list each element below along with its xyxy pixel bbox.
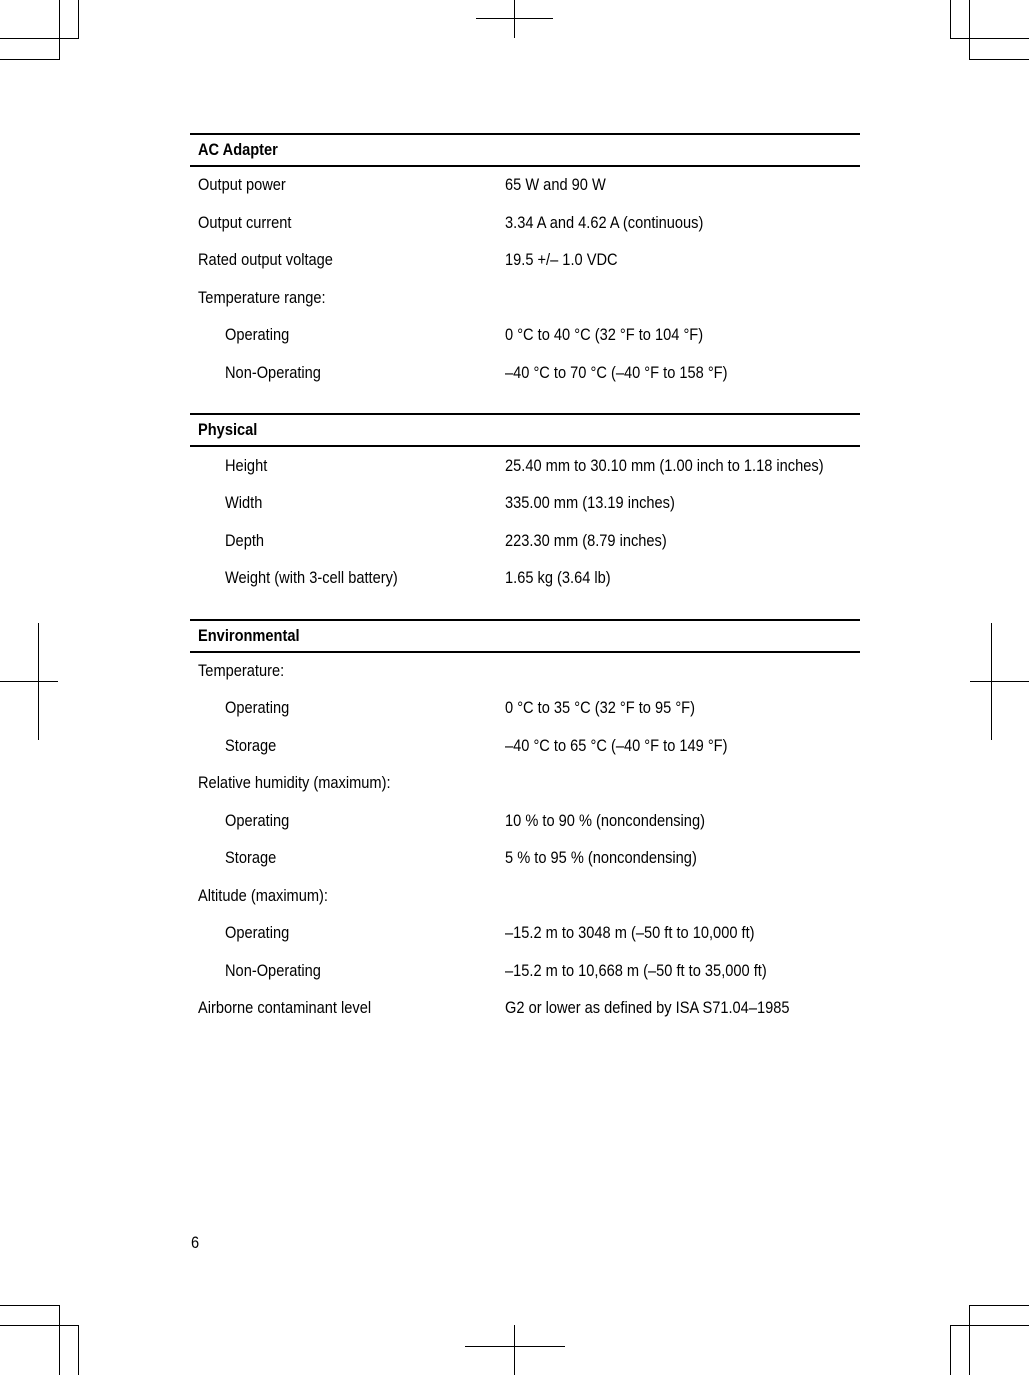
section-title: AC Adapter bbox=[198, 140, 278, 159]
spec-label: Non-Operating bbox=[225, 363, 321, 382]
spec-label: Output power bbox=[198, 175, 286, 194]
spec-label: Airborne contaminant level bbox=[198, 998, 372, 1017]
spec-label: Storage bbox=[225, 848, 277, 867]
page-number: 6 bbox=[191, 1233, 200, 1252]
spec-value: G2 or lower as defined by ISA S71.04–1985 bbox=[505, 998, 790, 1017]
spec-label: Operating bbox=[225, 325, 290, 344]
spec-value: 25.40 mm to 30.10 mm (1.00 inch to 1.18 inches) bbox=[505, 456, 824, 475]
section-header-rule bbox=[190, 165, 860, 167]
spec-label: Non-Operating bbox=[225, 961, 321, 980]
spec-value: –40 °C to 70 °C (–40 °F to 158 °F) bbox=[505, 363, 728, 382]
spec-value: 10 % to 90 % (noncondensing) bbox=[505, 811, 705, 830]
spec-label: Temperature: bbox=[198, 661, 285, 680]
spec-label: Relative humidity (maximum): bbox=[198, 773, 391, 792]
spec-label: Temperature range: bbox=[198, 288, 326, 307]
section-title: Physical bbox=[198, 420, 258, 439]
section-header-rule bbox=[190, 651, 860, 653]
spec-label: Width bbox=[225, 493, 263, 512]
spec-value: 19.5 +/– 1.0 VDC bbox=[505, 250, 618, 269]
spec-value: –15.2 m to 10,668 m (–50 ft to 35,000 ft) bbox=[505, 961, 767, 980]
section-header-rule bbox=[190, 445, 860, 447]
spec-value: 0 °C to 35 °C (32 °F to 95 °F) bbox=[505, 698, 695, 717]
spec-label: Rated output voltage bbox=[198, 250, 333, 269]
section-top-rule bbox=[190, 413, 860, 415]
spec-label: Operating bbox=[225, 811, 290, 830]
spec-value: 223.30 mm (8.79 inches) bbox=[505, 531, 667, 550]
spec-value: 65 W and 90 W bbox=[505, 175, 606, 194]
spec-label: Storage bbox=[225, 736, 277, 755]
spec-label: Operating bbox=[225, 698, 290, 717]
spec-value: 0 °C to 40 °C (32 °F to 104 °F) bbox=[505, 325, 704, 344]
spec-label: Depth bbox=[225, 531, 265, 550]
section-top-rule bbox=[190, 619, 860, 621]
spec-label: Altitude (maximum): bbox=[198, 886, 328, 905]
spec-value: 3.34 A and 4.62 A (continuous) bbox=[505, 213, 704, 232]
spec-label: Output current bbox=[198, 213, 292, 232]
spec-value: 335.00 mm (13.19 inches) bbox=[505, 493, 675, 512]
section-top-rule bbox=[190, 133, 860, 135]
spec-label: Height bbox=[225, 456, 268, 475]
spec-value: –15.2 m to 3048 m (–50 ft to 10,000 ft) bbox=[505, 923, 755, 942]
spec-label: Weight (with 3-cell battery) bbox=[225, 568, 398, 587]
section-title: Environmental bbox=[198, 626, 300, 645]
spec-value: –40 °C to 65 °C (–40 °F to 149 °F) bbox=[505, 736, 728, 755]
spec-value: 1.65 kg (3.64 lb) bbox=[505, 568, 611, 587]
spec-value: 5 % to 95 % (noncondensing) bbox=[505, 848, 697, 867]
spec-label: Operating bbox=[225, 923, 290, 942]
